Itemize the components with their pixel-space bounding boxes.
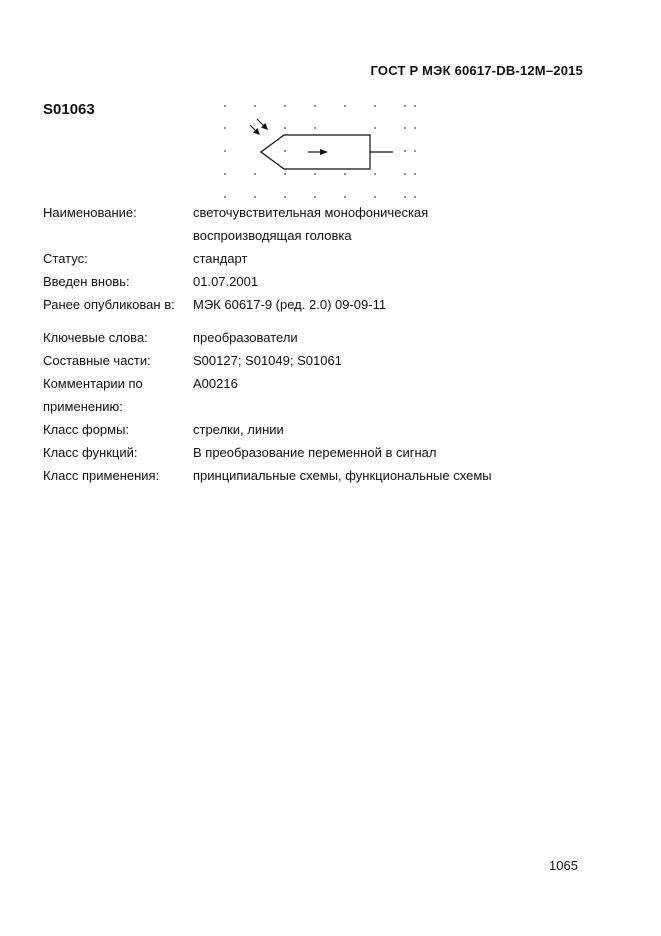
field-label: Ключевые слова: (43, 330, 148, 345)
field-value: 01.07.2001 (193, 274, 259, 289)
field-value: стрелки, линии (193, 422, 284, 437)
document-standard-title: ГОСТ Р МЭК 60617-DB-12M–2015 (370, 63, 583, 78)
internal-arrowhead (320, 149, 328, 155)
field-value: принципиальные схемы, функциональные схемы (193, 468, 492, 483)
field-label: Класс формы: (43, 422, 130, 437)
field-label: Комментарии по (43, 376, 143, 391)
symbol-graphic (215, 95, 425, 210)
field-value-continued: воспроизводящая головка (193, 228, 352, 243)
field-label: Составные части: (43, 353, 151, 368)
field-label: Статус: (43, 251, 88, 266)
field-value: S00127; S01049; S01061 (193, 353, 342, 368)
field-value: светочувствительная монофоническая (193, 205, 429, 220)
field-value: стандарт (193, 251, 248, 266)
field-value: преобразователи (193, 330, 298, 345)
field-value: A00216 (193, 376, 238, 391)
light-sensitive-playback-head-icon (215, 95, 425, 205)
field-value: МЭК 60617-9 (ред. 2.0) 09-09-11 (193, 297, 387, 312)
field-label: Введен вновь: (43, 274, 130, 289)
field-label: Класс применения: (43, 468, 160, 483)
page-number: 1065 (549, 858, 578, 873)
field-label: Наименование: (43, 205, 137, 220)
field-label: Класс функций: (43, 445, 138, 460)
symbol-code: S01063 (43, 101, 95, 118)
field-label: Ранее опубликован в: (43, 297, 175, 312)
field-label-continued: применению: (43, 399, 123, 414)
field-value: В преобразование переменной в сигнал (193, 445, 437, 460)
